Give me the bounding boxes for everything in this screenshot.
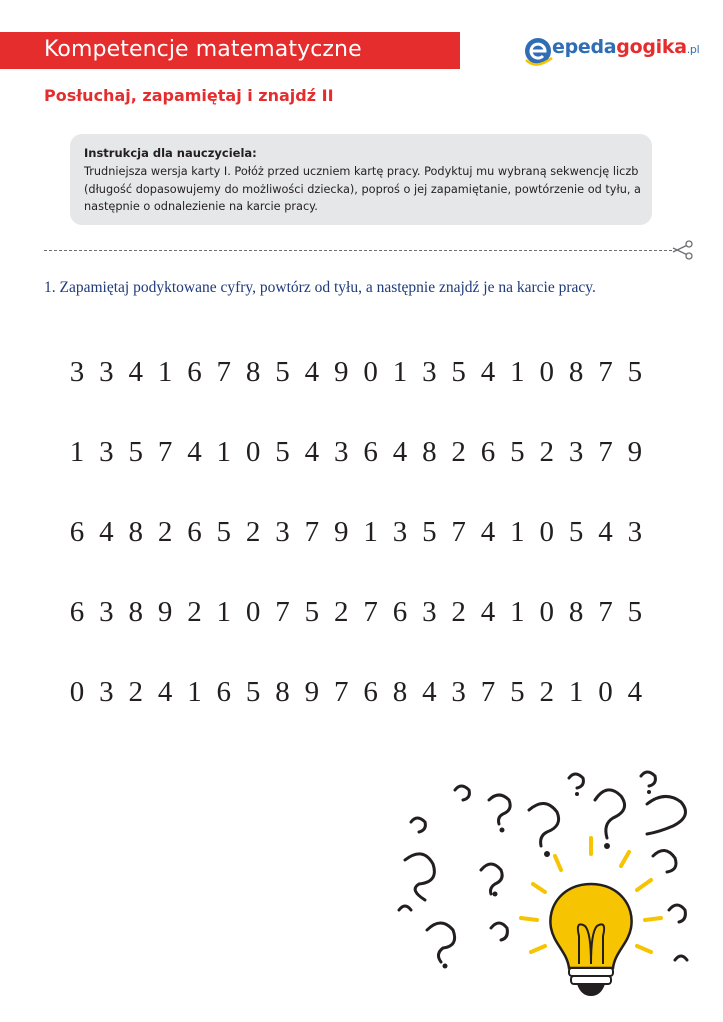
digit[interactable]: 4 <box>187 436 202 468</box>
digit[interactable]: 7 <box>275 596 290 628</box>
digit[interactable]: 5 <box>245 676 261 708</box>
digit[interactable]: 5 <box>510 676 525 708</box>
digit[interactable]: 2 <box>333 596 349 628</box>
digit[interactable]: 1 <box>510 596 525 628</box>
digit[interactable]: 1 <box>157 356 173 388</box>
digit[interactable]: 6 <box>69 596 85 628</box>
digit-row <box>66 356 646 389</box>
digit[interactable]: 2 <box>187 596 202 628</box>
digit[interactable]: 3 <box>422 356 437 388</box>
digit[interactable]: 5 <box>275 436 290 468</box>
digit[interactable]: 3 <box>99 596 114 628</box>
digit[interactable]: 6 <box>187 356 202 388</box>
digit[interactable]: 3 <box>333 436 349 468</box>
digit[interactable]: 6 <box>392 596 408 628</box>
digit[interactable]: 9 <box>333 516 349 548</box>
digit[interactable]: 6 <box>363 436 378 468</box>
digit[interactable]: 3 <box>422 596 437 628</box>
logo-e-icon <box>522 30 556 70</box>
digit[interactable]: 1 <box>568 676 584 708</box>
digit[interactable]: 7 <box>598 356 613 388</box>
digit[interactable]: 0 <box>363 356 378 388</box>
digit[interactable]: 4 <box>480 516 496 548</box>
digit[interactable]: 0 <box>245 596 261 628</box>
digit[interactable]: 1 <box>363 516 378 548</box>
digit[interactable]: 5 <box>510 436 525 468</box>
digit[interactable]: 8 <box>275 676 290 708</box>
digit[interactable]: 2 <box>157 516 173 548</box>
digit[interactable]: 5 <box>568 516 584 548</box>
digit[interactable]: 0 <box>69 676 85 708</box>
digit[interactable]: 3 <box>627 516 643 548</box>
digit[interactable]: 4 <box>598 516 613 548</box>
digit[interactable]: 3 <box>99 356 114 388</box>
digit[interactable]: 7 <box>304 516 320 548</box>
digit[interactable]: 5 <box>128 436 143 468</box>
digit[interactable]: 0 <box>539 516 554 548</box>
digit[interactable]: 3 <box>275 516 290 548</box>
digit[interactable]: 2 <box>128 676 143 708</box>
digit-row <box>66 676 646 709</box>
logo-text: epedagogika.pl <box>552 36 700 58</box>
digit[interactable]: 7 <box>598 596 613 628</box>
digit-row <box>66 516 646 549</box>
instruction-text: Trudniejsza wersja karty I. Połóż przed uczniem kartę pracy. Podyktuj mu wybraną sekwencję liczb (długość dopasowujemy do możliwości dziecka), poproś o jej zapamiętanie, powtórzenie od tyłu, a następnie o odnalezienie na karcie pracy. <box>84 165 641 213</box>
digit[interactable]: 7 <box>451 516 466 548</box>
digit[interactable]: 4 <box>480 596 496 628</box>
digit[interactable]: 7 <box>216 356 232 388</box>
digit[interactable]: 1 <box>216 436 232 468</box>
page-title: Kompetencje matematyczne <box>44 37 362 62</box>
digit[interactable]: 4 <box>480 356 496 388</box>
digit[interactable]: 6 <box>69 516 85 548</box>
digit[interactable]: 3 <box>568 436 584 468</box>
digit[interactable]: 8 <box>568 356 584 388</box>
digit[interactable]: 4 <box>128 356 143 388</box>
digit[interactable]: 0 <box>539 596 554 628</box>
digit[interactable]: 4 <box>304 436 320 468</box>
digit[interactable]: 4 <box>422 676 437 708</box>
digit[interactable]: 5 <box>304 596 320 628</box>
digit[interactable]: 5 <box>451 356 466 388</box>
digit[interactable]: 6 <box>363 676 378 708</box>
digit[interactable]: 8 <box>568 596 584 628</box>
digit[interactable]: 6 <box>480 436 496 468</box>
lightbulb-question-marks-illustration <box>385 760 705 1010</box>
digit[interactable]: 9 <box>304 676 320 708</box>
digit-row <box>66 596 646 629</box>
digit[interactable]: 8 <box>128 516 143 548</box>
digit[interactable]: 1 <box>187 676 202 708</box>
digit[interactable]: 1 <box>510 516 525 548</box>
worksheet-subtitle: Posłuchaj, zapamiętaj i znajdź II <box>44 86 334 105</box>
digit[interactable]: 8 <box>422 436 437 468</box>
digit[interactable]: 9 <box>157 596 173 628</box>
digit[interactable]: 9 <box>333 356 349 388</box>
digit[interactable]: 4 <box>157 676 173 708</box>
digit[interactable]: 3 <box>451 676 466 708</box>
digit[interactable]: 3 <box>69 356 85 388</box>
digit[interactable]: 5 <box>275 356 290 388</box>
digit[interactable]: 0 <box>539 356 554 388</box>
digit[interactable]: 1 <box>69 436 85 468</box>
task-instruction: 1. Zapamiętaj podyktowane cyfry, powtórz od tyłu, a następnie znajdź je na karcie pracy. <box>44 279 596 296</box>
digit[interactable]: 3 <box>99 676 114 708</box>
digit[interactable]: 7 <box>598 436 613 468</box>
digit[interactable]: 1 <box>216 596 232 628</box>
digit[interactable]: 2 <box>539 676 554 708</box>
digit[interactable]: 5 <box>216 516 232 548</box>
digit[interactable]: 1 <box>392 356 408 388</box>
cut-line <box>44 250 672 251</box>
digit[interactable]: 4 <box>99 516 114 548</box>
instruction-title: Instrukcja dla nauczyciela: <box>84 146 257 160</box>
digit[interactable]: 7 <box>157 436 173 468</box>
digit-row <box>66 436 646 469</box>
digit[interactable]: 7 <box>480 676 496 708</box>
digit[interactable]: 3 <box>99 436 114 468</box>
digit[interactable]: 2 <box>451 436 466 468</box>
teacher-instruction-box <box>70 134 652 225</box>
digit[interactable]: 2 <box>539 436 554 468</box>
digit[interactable]: 0 <box>598 676 613 708</box>
digit[interactable]: 1 <box>510 356 525 388</box>
digit[interactable]: 4 <box>392 436 408 468</box>
digit[interactable]: 0 <box>245 436 261 468</box>
digit[interactable]: 6 <box>216 676 232 708</box>
digit[interactable]: 8 <box>392 676 408 708</box>
digit[interactable]: 6 <box>187 516 202 548</box>
digit[interactable]: 4 <box>627 676 643 708</box>
digit[interactable]: 7 <box>363 596 378 628</box>
digit[interactable]: 2 <box>245 516 261 548</box>
epedagogika-logo[interactable] <box>522 30 700 70</box>
scissors-icon <box>670 238 696 262</box>
digit[interactable]: 8 <box>245 356 261 388</box>
digit[interactable]: 8 <box>128 596 143 628</box>
digit[interactable]: 5 <box>627 596 643 628</box>
digit[interactable]: 9 <box>627 436 643 468</box>
digit[interactable]: 2 <box>451 596 466 628</box>
digit[interactable]: 7 <box>333 676 349 708</box>
digit[interactable]: 5 <box>627 356 643 388</box>
digit[interactable]: 4 <box>304 356 320 388</box>
digit[interactable]: 3 <box>392 516 408 548</box>
digit[interactable]: 5 <box>422 516 437 548</box>
